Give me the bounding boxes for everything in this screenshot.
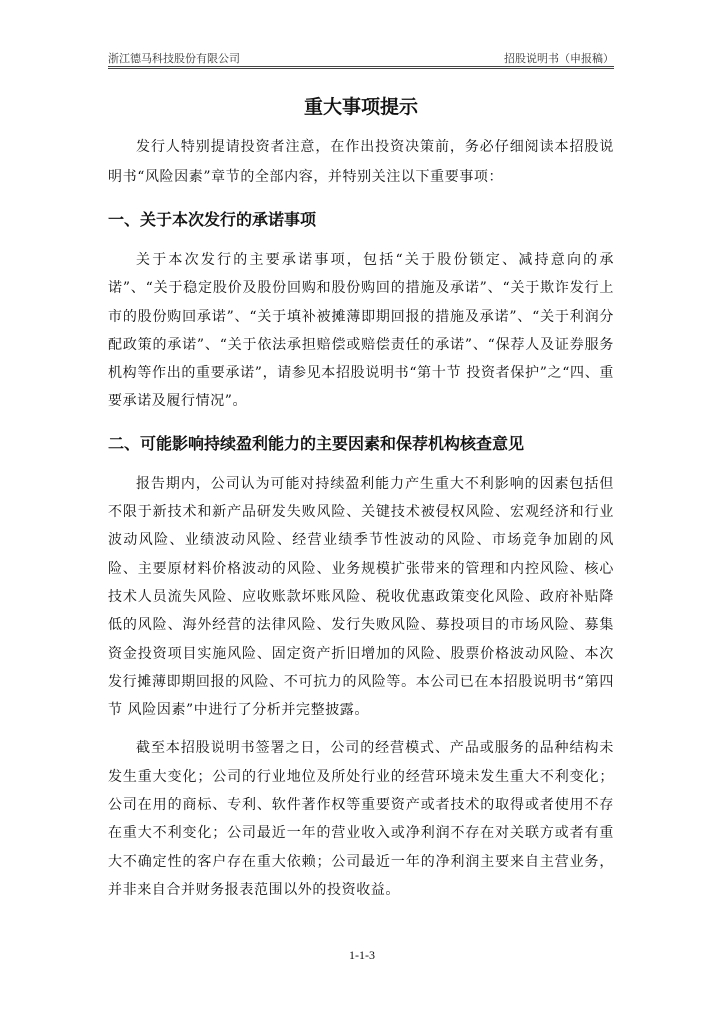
intro-paragraph: 发行人特别提请投资者注意，在作出投资决策前，务必仔细阅读本招股说明书“风险因素”章节的全部内容，并特别关注以下重要事项： (108, 139, 614, 185)
header-rule (108, 66, 614, 69)
section-2-paragraph-1: 报告期内，公司认为可能对持续盈利能力产生重大不利影响的因素包括但不限于新技术和新产品研发失败风险、关键技术被侵权风险、宏观经济和行业波动风险、业绩波动风险、经营业绩季节性波动的风险、市场竞争加剧的风险、主要原材料价格波动的风险、业务规模扩张带来的管理和内控风险、核心技术人员流失风险、应收账款坏账风险、税收优惠政策变化风险、政府补贴降低的风险、海外经营的法律风险、发行失败风险、募投项目的市场风险、募集资金投资项目实施风险、固定资产折旧增加的风险、股票价格波动风险、本次发行摊薄即期回报的风险、不可抗力的风险等。本公司已在本招股说明书“第四节 风险因素”中进行了分析并完整披露。 (108, 475, 614, 719)
header-company: 浙江德马科技股份有限公司 (108, 52, 240, 65)
section-1-paragraph-1: 关于本次发行的主要承诺事项，包括“关于股份锁定、减持意向的承诺”、“关于稳定股价及股份回购和股份购回的措施及承诺”、“关于欺诈发行上市的股份购回承诺”、“关于填补被摊薄即期回报的措施及承诺”、“关于利润分配政策的承诺”、“关于依法承担赔偿或赔偿责任的承诺”、“保荐人及证券服务机构等作出的重要承诺”，请参见本招股说明书“第十节 投资者保护”之“四、重要承诺及履行情况”。 (108, 252, 614, 410)
header-doc-name: 招股说明书（申报稿） (504, 52, 614, 65)
section-heading-1: 一、关于本次发行的承诺事项 (108, 210, 317, 229)
page-number: 1-1-3 (349, 948, 375, 962)
section-2-paragraph-2: 截至本招股说明书签署之日，公司的经营模式、产品或服务的品种结构未发生重大变化；公司的行业地位及所处行业的经营环境未发生重大不利变化；公司在用的商标、专利、软件著作权等重要资产或者技术的取得或者使用不存在重大不利变化；公司最近一年的营业收入或净利润不存在对关联方或者有重大不确定性的客户存在重大依赖；公司最近一年的净利润主要来自主营业务，并非来自合并财务报表范围以外的投资收益。 (108, 740, 614, 898)
section-heading-2: 二、可能影响持续盈利能力的主要因素和保荐机构核查意见 (108, 433, 525, 453)
page-title: 重大事项提示 (303, 96, 418, 118)
page-content (108, 92, 614, 904)
